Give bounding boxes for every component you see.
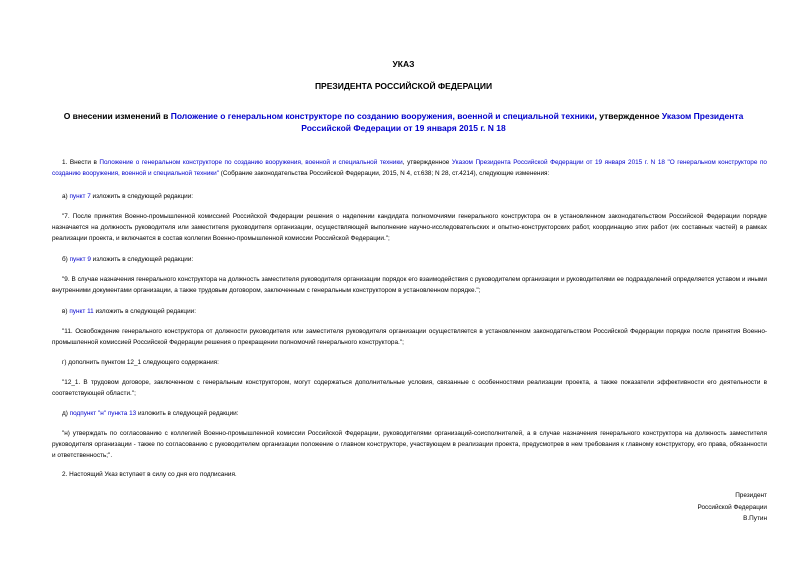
signature-position: Президент [735, 492, 767, 499]
signature-block [698, 490, 768, 525]
subitem-a [52, 191, 767, 202]
subitem-a-link[interactable]: пункт 7 [69, 193, 91, 200]
subitem-v-rest: изложить в следующей редакции: [93, 308, 196, 315]
item-1 [52, 157, 767, 179]
subject-prefix: О внесении изменений в [63, 111, 171, 121]
item-1-rest: (Собрание законодательства Российской Федерации, 2015, N 4, ст.638; N 28, ст.4214), следующие изменения: [219, 170, 550, 177]
subitem-d-rest: изложить в следующей редакции: [136, 410, 239, 417]
subitem-v-text: "11. Освобождение генерального конструктора от должности руководителя или заместителя руководителя организации осуществляется в установленном законодательством Российской Федерации порядке после принятия Военно-промышленной комиссией Российской Федерации решения о прекращении полномочий генерального конструктора."; [52, 328, 767, 346]
subject-link-regulation[interactable]: Положение о генеральном конструкторе по созданию вооружения, военной и специальной техники [170, 111, 595, 121]
subitem-v-link[interactable]: пункт 11 [69, 308, 94, 315]
item-1-mid: , утвержденное [402, 159, 452, 166]
subject-middle: , утвержденное [594, 111, 662, 121]
document-subject [40, 110, 767, 134]
subitem-g: г) дополнить пунктом 12_1 следующего содержания: [62, 359, 219, 366]
subitem-d [52, 408, 767, 419]
issuer-title: ПРЕЗИДЕНТА РОССИЙСКОЙ ФЕДЕРАЦИИ [314, 81, 493, 91]
subject-link-decree[interactable]: Указом Президента Российской Федерации от 19 января 2015 г. N 18 [301, 111, 744, 133]
signature-name: В.Путин [743, 515, 767, 522]
item-1-prefix: 1. Внести в [62, 159, 100, 166]
subitem-a-text: "7. После принятия Военно-промышленной комиссией Российской Федерации решения о наделении кандидата полномочиями генерального конструктора он в установленном законодательством Российской Федерации порядке назначается на должность руководителя или заместителя руководителя организации, осуществляющей выполнение научно-исследовательских и опытно-конструкторских работ, координацию этих работ (их составных частей) в рамках реализации проекта, и включается в состав коллегии Военно-промышленной комиссии Российской Федерации."; [52, 213, 767, 242]
subitem-a-rest: изложить в следующей редакции: [90, 193, 194, 200]
subitem-d-link[interactable]: подпункт "н" пункта 13 [69, 410, 137, 417]
subitem-d-prefix: д) [62, 410, 70, 417]
subitem-a-prefix: а) [62, 193, 70, 200]
subitem-b-prefix: б) [62, 256, 70, 263]
doc-type-title: УКАЗ [392, 59, 415, 69]
subitem-v-prefix: в) [62, 308, 70, 315]
subitem-d-text: "н) утверждать по согласованию с коллегией Военно-промышленной комиссии Российской Федерации, руководителями организаций-соисполнителей, а в случае назначения генерального конструктора на должность заместителя руководителя организации - также по согласованию с руководителем организации положение о главном конструкторе, участвующем в реализации проекта, предусмотрев в нем требования к главному конструктору, его права, обязанности и ответственность;". [52, 430, 767, 459]
subitem-b-link[interactable]: пункт 9 [69, 256, 91, 263]
subitem-b-text: "9. В случае назначения генерального конструктора на должность заместителя руководителя организации порядок его взаимодействия с руководителем организации и руководителями ее подразделений определяется уставом и иными внутренними документами организации, а также трудовым договором, заключенным с генеральным конструктором в установленном порядке."; [52, 276, 767, 294]
subitem-b [52, 254, 767, 265]
item-1-link-decree[interactable]: Указом Президента Российской Федерации от 19 января 2015 г. N 18 "О генеральном конструкторе по созданию вооружения, военной и специальной техники" [52, 159, 767, 177]
subitem-v [52, 306, 767, 317]
subitem-g-text: "12_1. В трудовом договоре, заключенном с генеральным конструктором, могут содержаться дополнительные условия, связанные с особенностями реализации проекта, а также показатели эффективности его деятельности в соответствующей области."; [52, 379, 767, 397]
subitem-b-rest: изложить в следующей редакции: [90, 256, 194, 263]
signature-country: Российской Федерации [697, 503, 767, 511]
item-2: 2. Настоящий Указ вступает в силу со дня его подписания. [62, 471, 237, 478]
item-1-link-regulation[interactable]: Положение о генеральном конструкторе по созданию вооружения, военной и специальной техники [99, 159, 403, 166]
